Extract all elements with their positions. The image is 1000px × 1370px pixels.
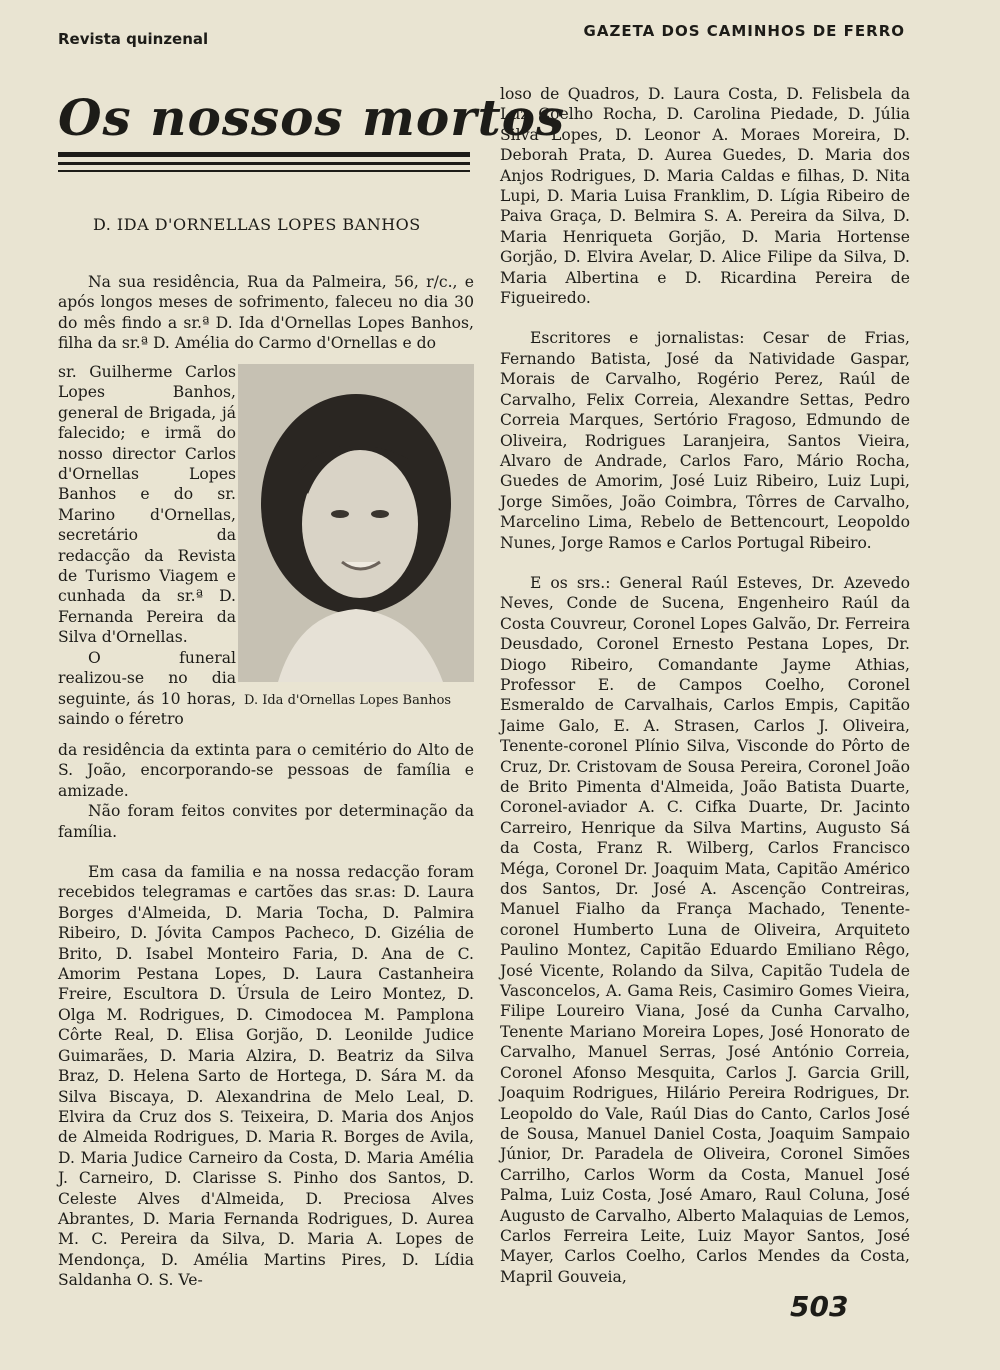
left-column-continued: da residência da extinta para o cemitério do Alto de S. João, encorporando-se pessoas de família e amizade. Não foram feitos convites por determinação da família. Em casa da familia e na nossa redacção foram recebidos telegramas e cartões das sr.as: D. Laura Borges d'Almeida, D. Maria Tocha, D. Palmira Ribeiro, D. Jóvita Campos Pacheco, D. Gizélia de Brito, D. Isabel Monteiro Faria, D. Ana de C. Amorim Pestana Lopes, D. Laura Castanheira Freire, Escultora D. Úrsula de Leiro Montez, D. Olga M. Rodrigues, D. Cimodocea M. Pamplona Côrte Real, D. Elisa Gorjão, D. Leonilde Judice Guimarães, D. Maria Alzira, D. Beatriz da Silva Braz, D. Helena Sarto de Hortega, D. Sára M. da Silva Biscaya, D. Alexandrina de Melo Leal, D. Elvira da Cruz dos S. Teixeira, D. Maria dos Anjos de Almeida Rodrigues, D. Maria R. Borges de Avila, D. Maria Judice Carneiro da Costa, D. Maria Amélia J. Carneiro, D. Clarisse S. Pinho dos Santos, D. Celeste Alves d'Almeida, D. Preciosa Alves Abrantes, D. Maria Fernanda Rodrigues, D. Aurea M. C. Pereira da Silva, D. Maria A. Lopes de Mendonça, D. Amélia Martins Pires, D. Lídia Saldanha O. S. Ve- bbox=[58, 741, 474, 1290]
portrait-photo bbox=[238, 364, 474, 682]
wrapped-text: sr. Guilherme Carlos Lopes Banhos, general de Brigada, já falecido; e irmã do nosso director Carlos d'Ornellas Lopes Banhos e do sr. Marino d'Ornellas, secretário da redacção da Revista de Turismo Viagem e cunhada da sr.ª D. Fernanda Pereira da Silva d'Ornellas. O funeral realizou-se no dia seguinte, ás 10 horas, saindo o féretro bbox=[58, 363, 236, 728]
section-title: Os nossos mortos bbox=[58, 88, 566, 147]
publication-name: GAZETA DOS CAMINHOS DE FERRO bbox=[583, 22, 905, 40]
right-column: loso de Quadros, D. Laura Costa, D. Felisbela da Luz Coelho Rocha, D. Carolina Piedade, D. Júlia Silva Lopes, D. Leonor A. Moraes Moreira, D. Deborah Prata, D. Aurea Guedes, D. Maria dos Anjos Rodrigues, D. Maria Caldas e filhas, D. Nita Lupi, D. Maria Luisa Franklim, D. Lígia Ribeiro de Paiva Graça, D. Belmira S. A. Pereira da Silva, D. Maria Henriqueta Gorjão, D. Maria Hortense Gorjão, D. Elvira Avelar, D. Alice Filipe da Silva, D. Maria Albertina e D. Ricardina Pereira de Figueiredo. Escritores e jornalistas: Cesar de Frias, Fernando Batista, José da Natividade Gaspar, Morais de Carvalho, Rogério Perez, Raúl de Carvalho, Felix Correia, Alexandre Settas, Pedro Correia Marques, Sertório Fragoso, Edmundo de Oliveira, Rodrigues Laranjeira, Santos Vieira, Alvaro de Andrade, Carlos Faro, Mário Rocha, Guedes de Amorim, José Luiz Ribeiro, Luiz Lupi, Jorge Simões, João Coimbra, Tôrres de Carvalho, Marcelino Lima, Rebelo de Bettencourt, Leopoldo Nunes, Jorge Ramos e Carlos Portugal Ribeiro. E os srs.: General Raúl Esteves, Dr. Azevedo Neves, Conde de Sucena, Engenheiro Raúl da Costa Couvreur, Coronel Lopes Galvão, Dr. Ferreira Deusdado, Coronel Ernesto Pestana Lopes, Dr. Diogo Ribeiro, Comandante Jayme Athias, Professor E. de Campos Coelho, Coronel Esmeraldo de Carvalhais, Carlos Empis, Capitão Jaime Galo, E. A. Strasen, Carlos J. Oliveira, Tenente-coronel Plínio Silva, Visconde do Pôrto de Cruz, Dr. Cristovam de Sousa Pereira, Coronel João de Brito Pimenta d'Almeida, João Batista Duarte, Coronel-aviador A. C. Cifka Duarte, Dr. Jacinto Carreiro, Henrique da Silva Martins, Augusto Sá da Costa, Franz R. Wilberg, Carlos Francisco Méga, Coronel Dr. Joaquim Mata, Capitão Américo dos Santos, Dr. José A. Ascenção Contreiras, Manuel Fialho da França Machado, Tenente-coronel Humberto Luna de Oliveira, Arquiteto Paulino Montez, Capitão Eduardo Emiliano Rêgo, José Vicente, Rolando da Silva, Capitão Tudela de Vasconcelos, A. Gama Reis, Casimiro Gomes Vieira, Filipe Loureiro Viana, José da Cunha Carvalho, Tenente Mariano Moreira Lopes, José Honorato de Carvalho, Manuel Serras, José António Correia, Coronel Afonso Mesquita, Carlos J. Garcia Grill, Joaquim Rodrigues, Hilário Pereira Rodrigues, Dr. Leopoldo do Vale, Raúl Dias do Canto, Carlos José de Sousa, Manuel Daniel Costa, Joaquim Sampaio Júnior, Dr. Paradela de Oliveira, Coronel Simões Carrilho, Carlos Worm da Costa, Manuel José Palma, Luiz Costa, José Amaro, Raul Coluna, José Augusto de Carvalho, Alberto Malaquias de Lemos, Carlos Ferreira Leite, Luiz Mayor Santos, José Mayer, Carlos Coelho, Carlos Mendes da Costa, Mapril Gouveia, bbox=[500, 85, 910, 1286]
page-number: 503 bbox=[790, 1290, 849, 1323]
photo-caption: D. Ida d'Ornellas Lopes Banhos bbox=[244, 693, 452, 708]
publication-frequency: Revista quinzenal bbox=[58, 30, 209, 48]
portrait-image bbox=[238, 364, 474, 682]
title-rules bbox=[58, 152, 470, 177]
article-heading: D. IDA D'ORNELLAS LOPES BANHOS bbox=[93, 215, 421, 234]
intro-paragraph: Na sua residência, Rua da Palmeira, 56, r/c., e após longos meses de sofrimento, faleceu no dia 30 do mês findo a sr.ª D. Ida d'Ornellas Lopes Banhos, filha da sr.ª D. Amélia do Carmo d'Ornellas e do bbox=[58, 273, 474, 353]
